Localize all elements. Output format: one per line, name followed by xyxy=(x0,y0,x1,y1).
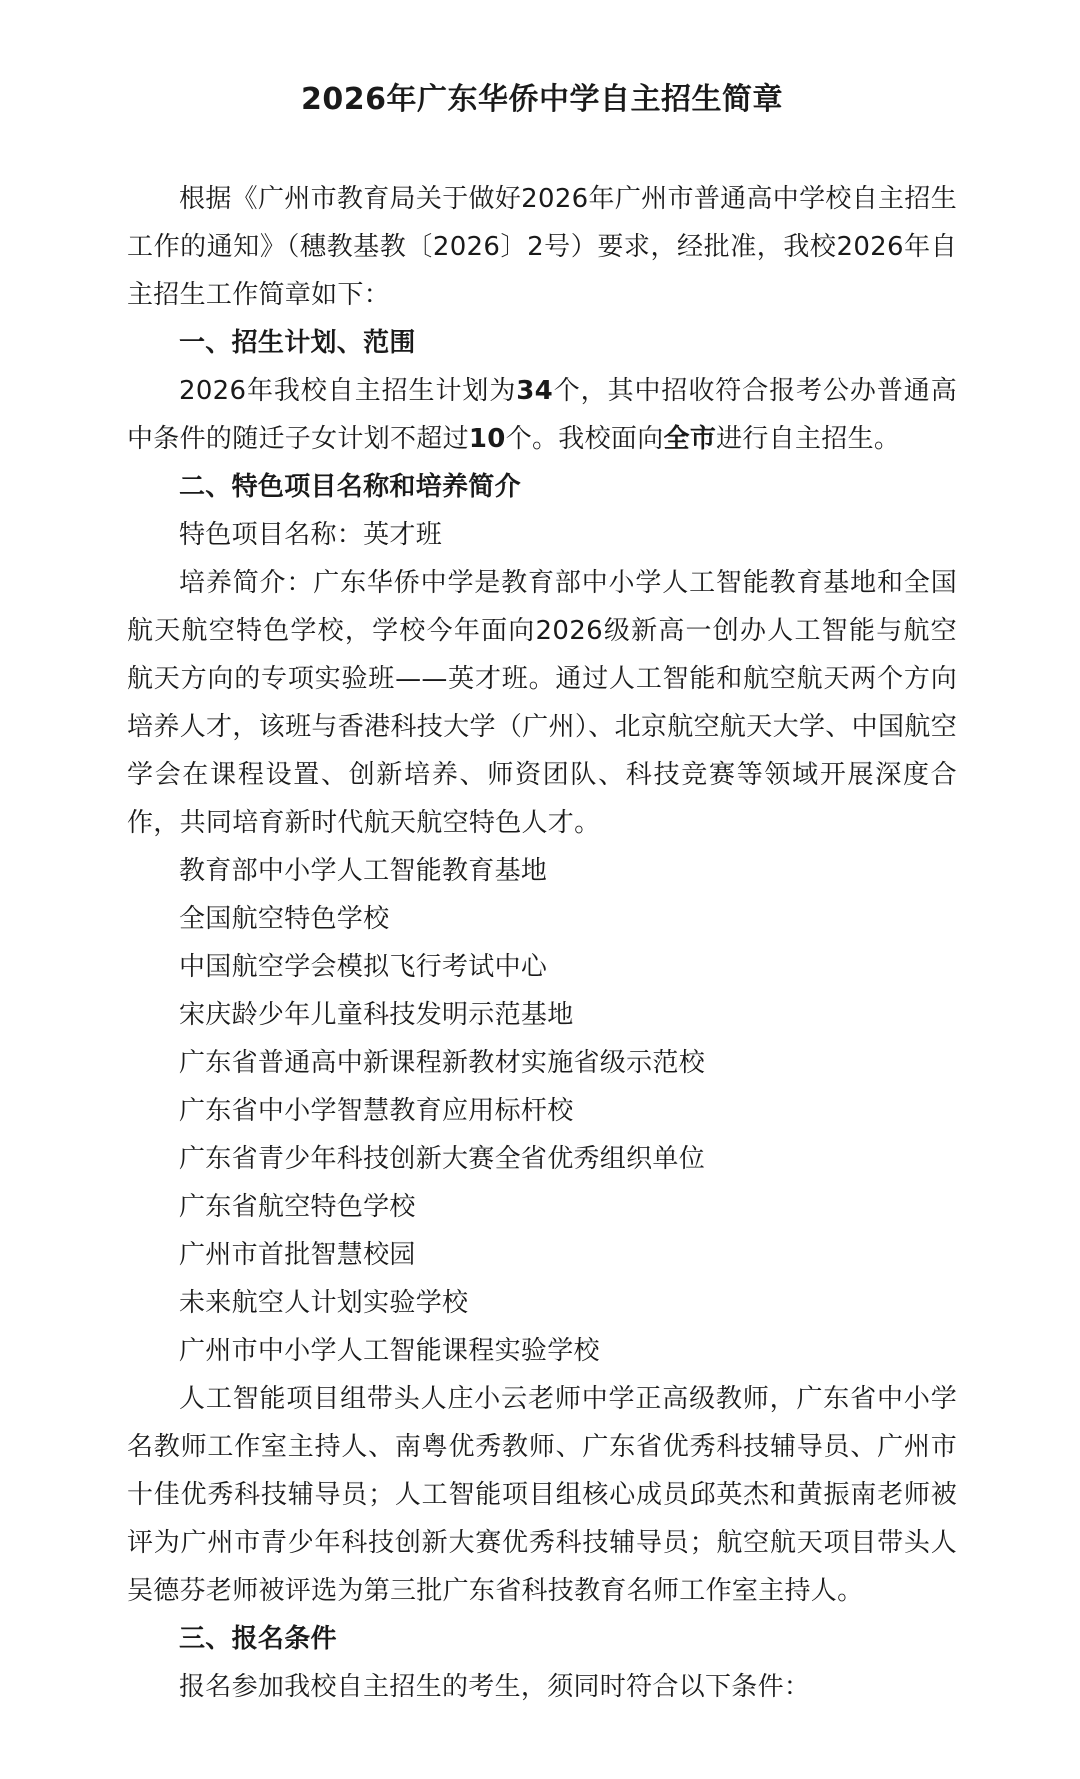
honor-item: 中国航空学会模拟飞行考试中心 xyxy=(179,952,548,982)
section-1-paragraph xyxy=(127,367,957,463)
plan-total-number: 34 xyxy=(516,376,554,406)
document-title: 2026年广东华侨中学自主招生简章 xyxy=(301,82,783,117)
section-3-heading: 三、报名条件 xyxy=(179,1624,337,1654)
project-name: 特色项目名称：英才班 xyxy=(179,520,443,550)
section-2-heading: 二、特色项目名称和培养简介 xyxy=(179,472,521,502)
honor-item: 广东省航空特色学校 xyxy=(179,1192,416,1222)
section-3-paragraph: 报名参加我校自主招生的考生，须同时符合以下条件： xyxy=(179,1672,811,1702)
plan-text-b: 个，其中招收符合报考公办普通高中条件的随迁子女计划不超过 xyxy=(127,376,957,454)
honor-item: 广东省普通高中新课程新教材实施省级示范校 xyxy=(179,1048,706,1078)
enrollment-scope: 全市 xyxy=(663,424,717,454)
intro-paragraph: 根据《广州市教育局关于做好2026年广州市普通高中学校自主招生工作的通知》（穗教基教〔2026〕2号）要求，经批准，我校2026年自主招生工作简章如下： xyxy=(127,184,957,310)
plan-text-c: 个。我校面向 xyxy=(505,424,664,454)
honor-item: 宋庆龄少年儿童科技发明示范基地 xyxy=(179,1000,574,1030)
honor-item: 广州市首批智慧校园 xyxy=(179,1240,416,1270)
honor-item: 广州市中小学人工智能课程实验学校 xyxy=(179,1336,600,1366)
plan-text-a: 2026年我校自主招生计划为 xyxy=(179,376,517,406)
honor-item: 教育部中小学人工智能教育基地 xyxy=(179,856,548,886)
training-intro-paragraph: 培养简介：广东华侨中学是教育部中小学人工智能教育基地和全国航天航空特色学校，学校今年面向2026级新高一创办人工智能与航空航天方向的专项实验班——英才班。通过人工智能和航空航天两个方向培养人才，该班与香港科技大学（广州）、北京航空航天大学、中国航空学会在课程设置、创新培养、师资团队、科技竞赛等领域开展深度合作，共同培育新时代航天航空特色人才。 xyxy=(127,568,957,838)
honors-list xyxy=(127,847,957,1375)
document-body xyxy=(127,175,957,1711)
honor-item: 未来航空人计划实验学校 xyxy=(179,1288,469,1318)
honor-item: 广东省青少年科技创新大赛全省优秀组织单位 xyxy=(179,1144,706,1174)
honor-item: 全国航空特色学校 xyxy=(179,904,390,934)
migrant-quota-number: 10 xyxy=(468,424,506,454)
teachers-paragraph: 人工智能项目组带头人庄小云老师中学正高级教师，广东省中小学名教师工作室主持人、南粤优秀教师、广东省优秀科技辅导员、广州市十佳优秀科技辅导员；人工智能项目组核心成员邱英杰和黄振南老师被评为广州市青少年科技创新大赛优秀科技辅导员；航空航天项目带头人吴德芬老师被评选为第三批广东省科技教育名师工作室主持人。 xyxy=(127,1384,957,1606)
plan-text-d: 进行自主招生。 xyxy=(716,424,901,454)
section-1-heading: 一、招生计划、范围 xyxy=(179,328,416,358)
honor-item: 广东省中小学智慧教育应用标杆校 xyxy=(179,1096,574,1126)
